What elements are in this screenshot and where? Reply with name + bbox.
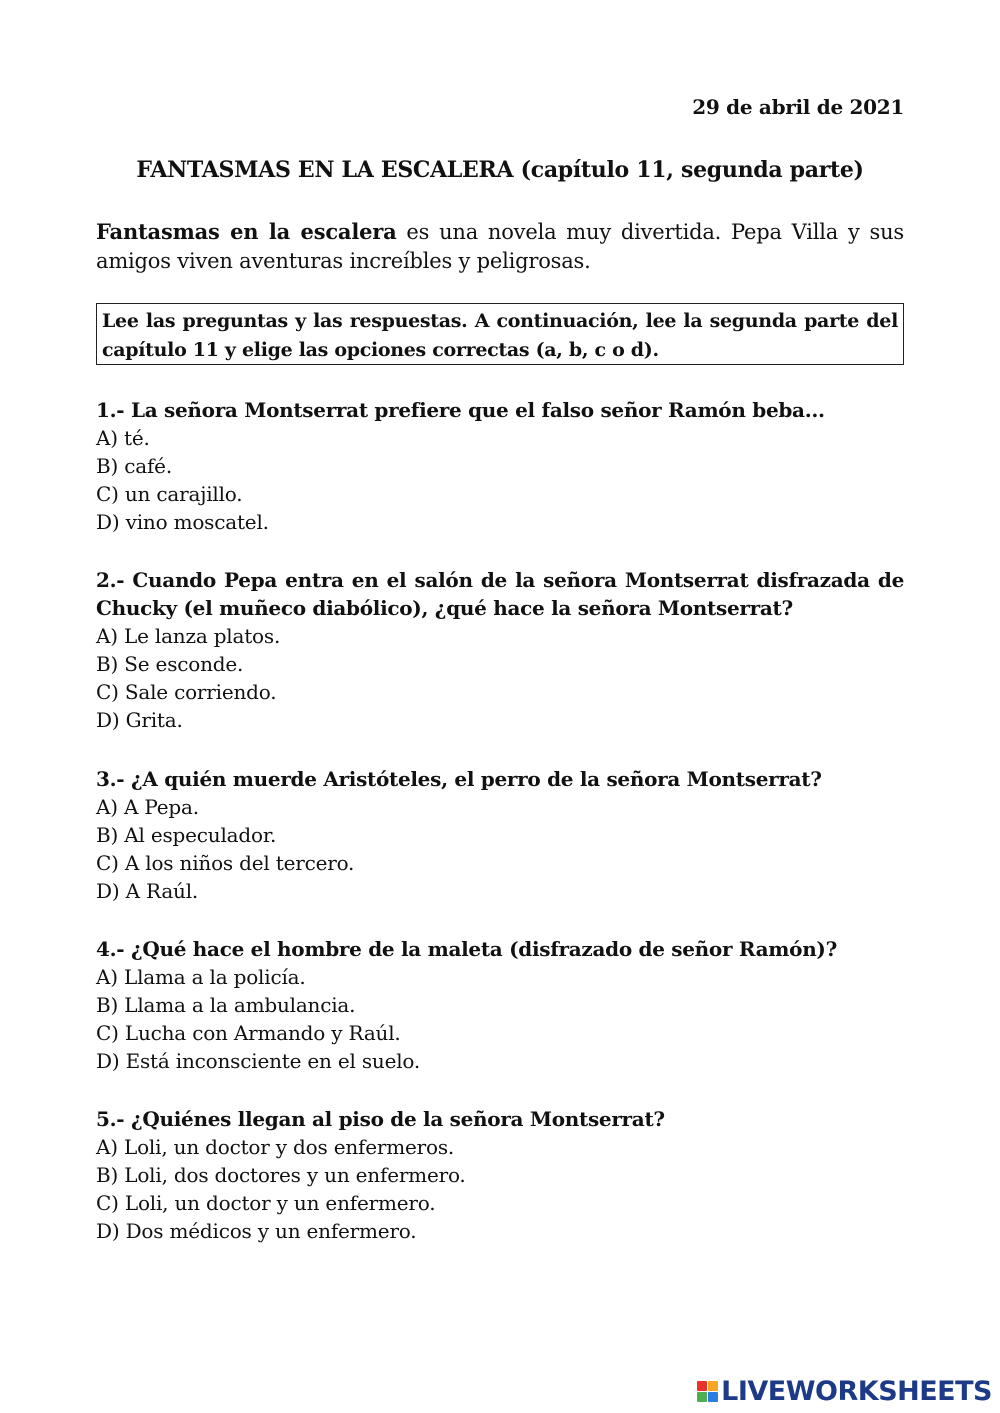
question-1 [96,396,904,536]
option-d[interactable]: D) vino moscatel. [96,510,269,534]
question-stem: 1.- La señora Montserrat prefiere que el falso señor Ramón beba... [96,398,825,422]
mark-square-red [697,1381,707,1391]
option-c[interactable]: C) A los niños del tercero. [96,851,355,875]
option-b[interactable]: B) Loli, dos doctores y un enfermero. [96,1163,466,1187]
intro-book-title: Fantasmas en la escalera [96,219,397,244]
question-stem: 3.- ¿A quién muerde Aristóteles, el perro de la señora Montserrat? [96,767,822,791]
option-a[interactable]: A) Loli, un doctor y dos enfermeros. [96,1135,455,1159]
mark-square-orange [708,1381,718,1391]
option-b[interactable]: B) Al especulador. [96,823,277,847]
question-stem: 4.- ¿Qué hace el hombre de la maleta (disfrazado de señor Ramón)? [96,937,838,961]
option-a[interactable]: A) A Pepa. [96,795,199,819]
option-a[interactable]: A) té. [96,426,150,450]
question-stem: 2.- Cuando Pepa entra en el salón de la señora Montserrat disfrazada de Chucky (el muñeco diabólico), ¿qué hace la señora Montserrat? [96,568,904,620]
intro-text: es una novela muy divertida. Pepa Villa y sus amigos viven aventuras increíbles y peligrosas. [96,220,904,273]
question-2 [96,566,904,734]
intro-paragraph [96,217,904,276]
liveworksheets-mark-icon [697,1381,718,1402]
option-d[interactable]: D) Está inconsciente en el suelo. [96,1049,421,1073]
question-4 [96,935,904,1075]
liveworksheets-logo [697,1376,992,1407]
question-stem: 5.- ¿Quiénes llegan al piso de la señora Montserrat? [96,1107,665,1131]
option-c[interactable]: C) Sale corriendo. [96,680,277,704]
date: 29 de abril de 2021 [692,95,904,119]
liveworksheets-text: LIVEWORKSHEETS [721,1376,992,1407]
option-a[interactable]: A) Llama a la policía. [96,965,306,989]
question-3 [96,765,904,905]
mark-square-blue [708,1392,718,1402]
option-a[interactable]: A) Le lanza platos. [96,624,281,648]
option-b[interactable]: B) Se esconde. [96,652,244,676]
option-c[interactable]: C) Lucha con Armando y Raúl. [96,1021,401,1045]
mark-square-green [697,1392,707,1402]
option-c[interactable]: C) un carajillo. [96,482,243,506]
instructions-box: Lee las preguntas y las respuestas. A continuación, lee la segunda parte del capítulo 11 y elige las opciones correctas (a, b, c o d). [96,303,904,365]
option-d[interactable]: D) A Raúl. [96,879,199,903]
option-d[interactable]: D) Grita. [96,708,183,732]
option-c[interactable]: C) Loli, un doctor y un enfermero. [96,1191,436,1215]
question-5 [96,1105,904,1245]
option-b[interactable]: B) café. [96,454,172,478]
option-d[interactable]: D) Dos médicos y un enfermero. [96,1219,417,1243]
option-b[interactable]: B) Llama a la ambulancia. [96,993,356,1017]
page-title: FANTASMAS EN LA ESCALERA (capítulo 11, segunda parte) [136,157,864,183]
